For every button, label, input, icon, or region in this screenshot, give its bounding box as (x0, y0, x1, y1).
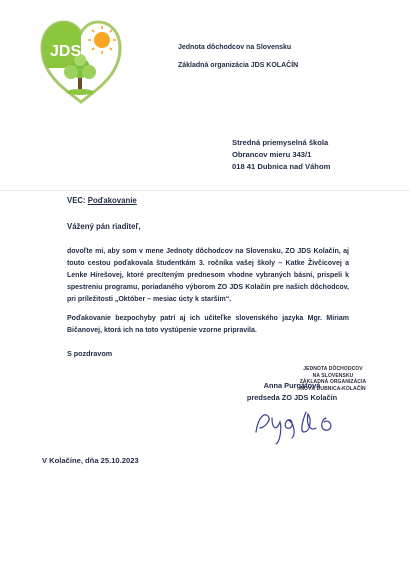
recipient-line-1: Stredná priemyselná škola (232, 138, 329, 147)
stamp-line-2: NA SLOVENSKU (312, 372, 354, 379)
logo-text: JDS (50, 43, 82, 60)
org-subtitle: Základná organizácia JDS KOLAČÍN (178, 62, 299, 69)
org-name: Jednota dôchodcov na Slovensku (178, 44, 292, 51)
paragraph-2: Poďakovanie bezpochyby patrí aj ich učiteľke slovenského jazyka Mgr. Miriam Bičanovej, ktorá ich na toto vystúpenie vzorne pripravila. (67, 315, 349, 334)
subject-prefix: VEC: (67, 196, 88, 205)
signer-name: Anna Purgátová (263, 381, 321, 390)
jds-logo (38, 14, 124, 106)
salutation: Vážený pán riaditeľ, (67, 222, 141, 231)
stamp-line-1: JEDNOTA DÔCHODCOV (303, 366, 363, 372)
stamp-line-4: NOVÁ DUBNICA-KOLAČÍN (300, 385, 366, 392)
handwritten-signature (250, 398, 360, 448)
closing: S pozdravom (67, 349, 113, 358)
stamp-line-3: ZÁKLADNÁ ORGANIZÁCIA (299, 379, 367, 386)
recipient-line-2: Obrancov mieru 343/1 (232, 150, 312, 159)
paragraph-1: dovoľte mi, aby som v mene Jednoty dôchodcov na Slovensku, ZO JDS Kolačín, aj touto cestou poďakovala študentkám 3. ročníka vašej školy – Katke Živčicovej a Lenke Hírešovej, ktoré precíteným prednesom vhodne vybraných básní, prispeli k spestreniu programu, poriadaného výborom ZO JDS Kolačín pre našich dôchodcov, pri príležitosti „Október – mesiac úcty k starším“. (67, 248, 349, 303)
signer-role: predseda ZO JDS Kolačín (246, 392, 338, 402)
signature-icon (250, 398, 360, 448)
date-place: V Kolačíne, dňa 25.10.2023 (42, 456, 139, 465)
subject-text: Poďakovanie (87, 196, 137, 205)
subject-line (67, 196, 137, 205)
recipient-line-3: 018 41 Dubnica nad Váhom (232, 162, 331, 171)
recipient-address (232, 137, 330, 173)
heart-logo-icon (38, 14, 124, 106)
fold-line (0, 190, 410, 191)
